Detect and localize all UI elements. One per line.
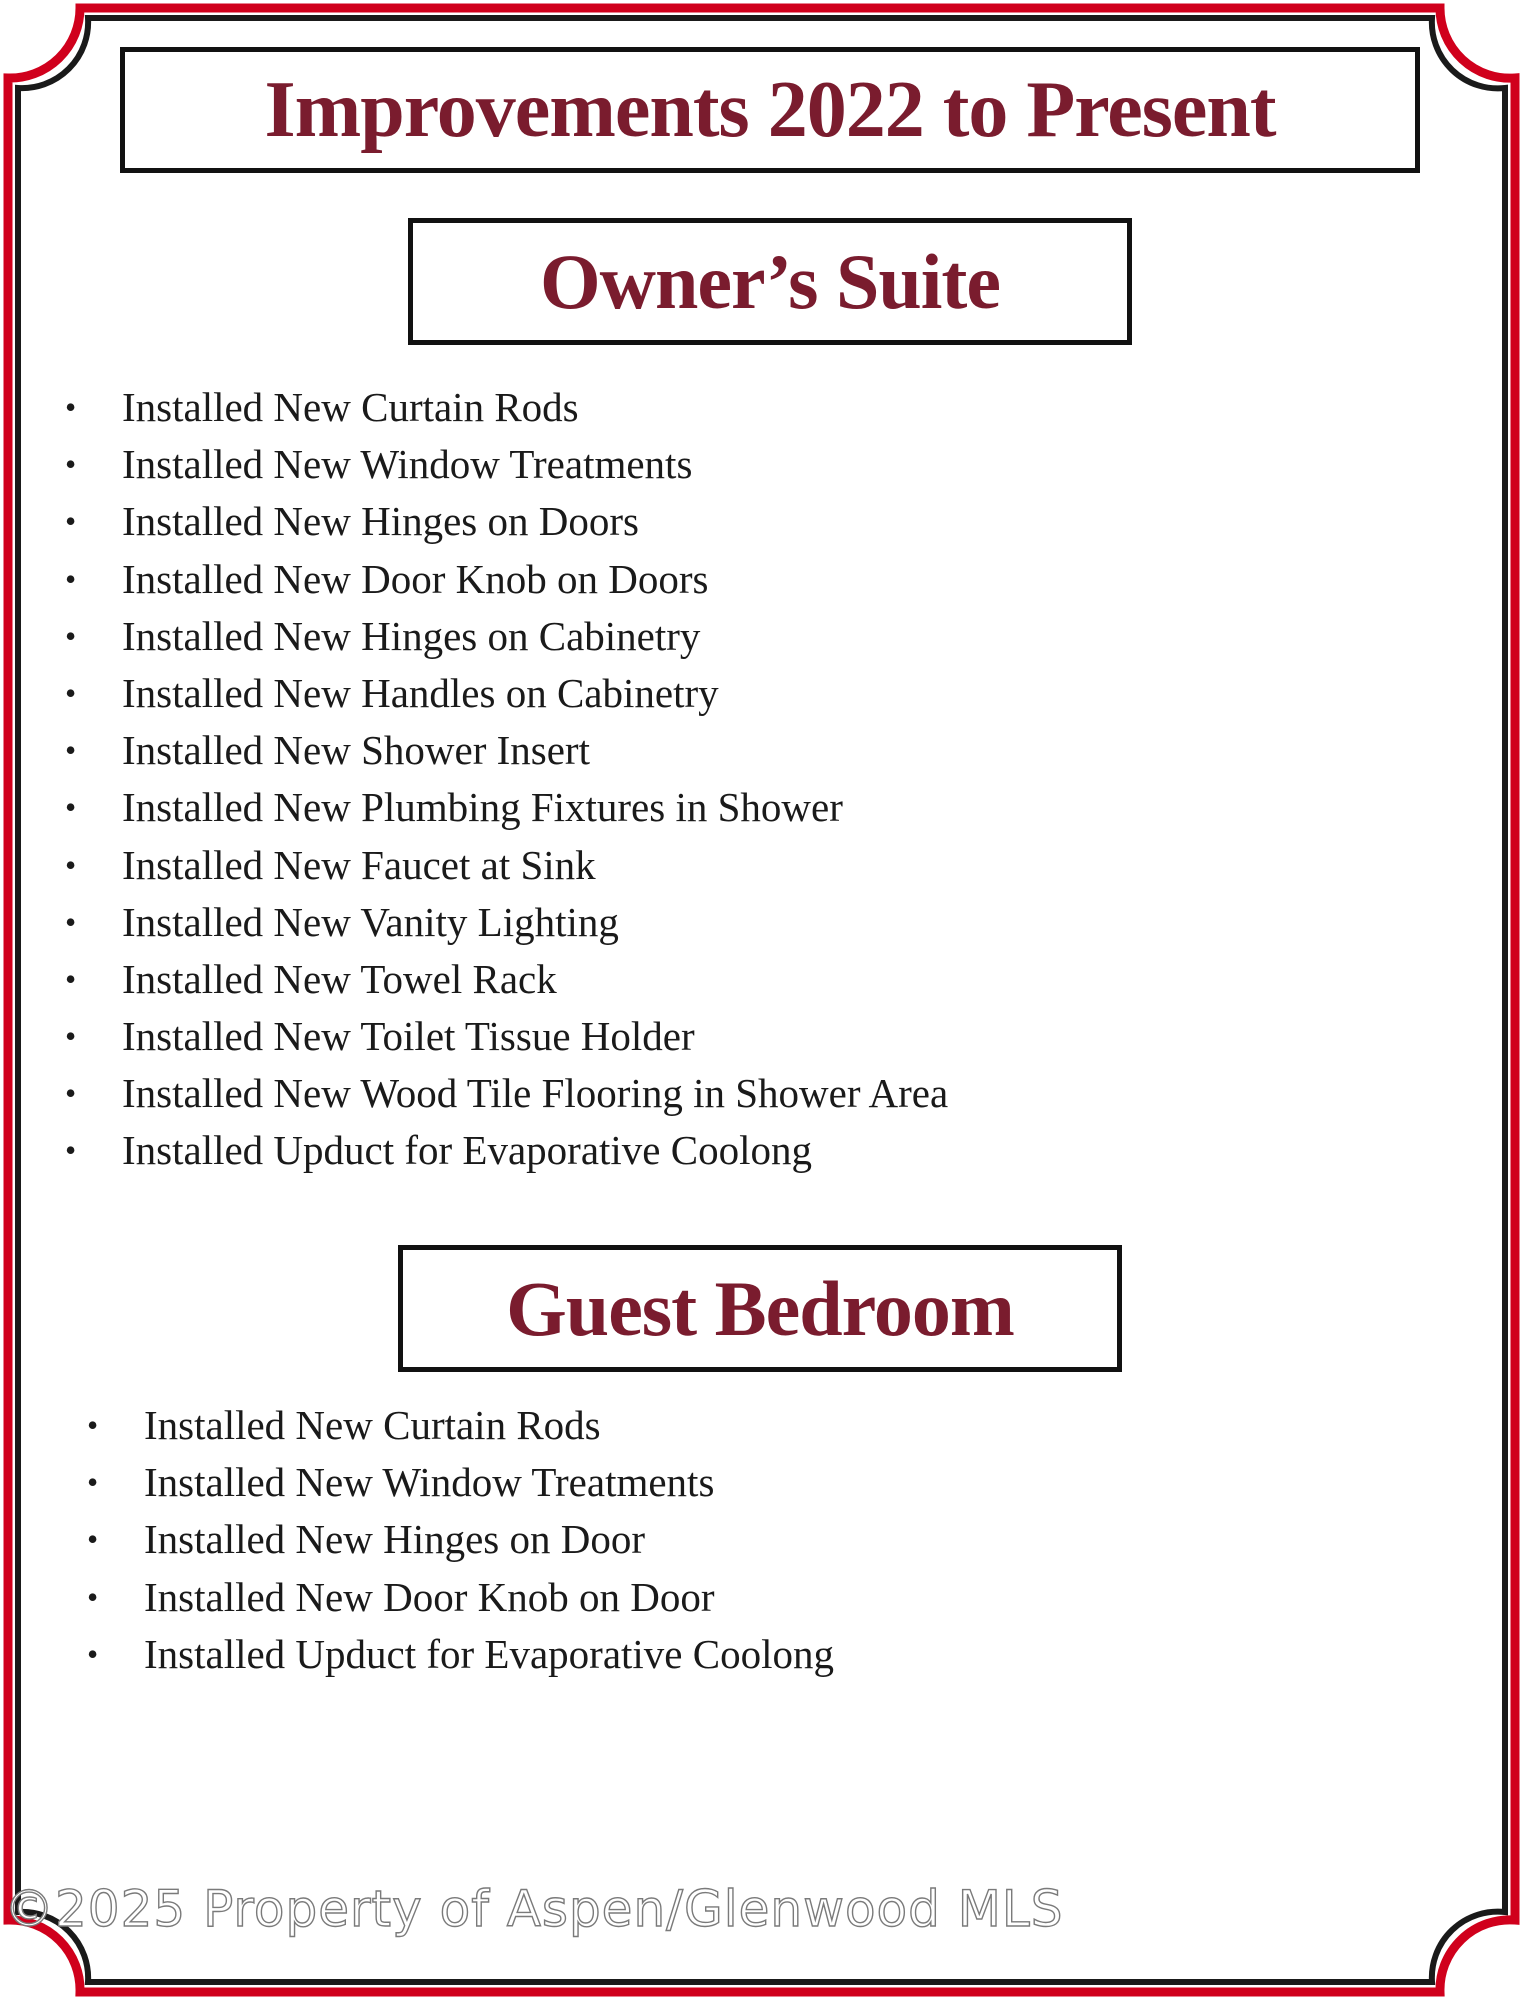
watermark-text: ©2025 Property of Aspen/Glenwood MLS — [4, 1880, 1064, 1938]
list-item — [65, 1065, 949, 1122]
list-item-text: Installed New Door Knob on Doors — [122, 555, 709, 602]
list-item-text: Installed New Vanity Lighting — [122, 898, 619, 945]
list-item — [65, 837, 948, 894]
bullet-icon: • — [87, 1407, 99, 1443]
bullet-icon: • — [87, 1521, 99, 1558]
list-item-text: Installed New Window Treatments — [122, 441, 693, 488]
list-item-text: Installed New Hinges on Doors — [122, 498, 639, 545]
list-item — [65, 894, 948, 951]
list-item-text: Installed New Curtain Rods — [122, 384, 579, 430]
bullet-icon: • — [65, 903, 77, 940]
section-heading-box-owners-suite — [408, 218, 1132, 345]
bullet-icon: • — [65, 789, 77, 826]
list-item — [87, 1454, 834, 1511]
section-heading-guest-bedroom: Guest Bedroom — [506, 1264, 1014, 1352]
list-item-text: Installed New Window Treatments — [144, 1459, 715, 1506]
bullet-icon: • — [65, 960, 77, 997]
bullet-icon: • — [65, 560, 77, 597]
list-item — [65, 551, 948, 608]
list-item-text: Installed New Hinges on Cabinetry — [122, 612, 701, 659]
guest-bedroom-list — [87, 1397, 834, 1683]
bullet-icon: • — [65, 1018, 77, 1055]
list-item-text: Installed New Faucet at Sink — [122, 841, 596, 888]
list-item — [65, 1122, 948, 1179]
page-title-box — [120, 47, 1420, 173]
list-item — [65, 436, 948, 493]
list-item — [65, 493, 948, 550]
list-item-text: Installed New Handles on Cabinetry — [122, 669, 719, 716]
list-item — [65, 608, 948, 665]
list-item — [87, 1569, 834, 1626]
bullet-icon: • — [87, 1464, 99, 1501]
bullet-icon: • — [65, 503, 77, 540]
bullet-icon: • — [65, 674, 77, 711]
list-item — [87, 1511, 834, 1568]
bullet-icon: • — [65, 1132, 77, 1169]
list-item — [65, 665, 948, 722]
section-heading-box-guest-bedroom — [398, 1245, 1122, 1372]
page-title: Improvements 2022 to Present — [264, 65, 1276, 154]
list-item — [87, 1626, 834, 1683]
list-item-text: Installed New Door Knob on Door — [144, 1573, 715, 1620]
list-item-text: Installed Upduct for Evaporative Coolong — [122, 1127, 812, 1174]
bullet-icon: • — [65, 446, 77, 483]
list-item-text: Installed New Toilet Tissue Holder — [122, 1013, 695, 1060]
list-item-text: Installed New Towel Rack — [122, 955, 557, 1002]
list-item — [65, 951, 948, 1008]
list-item-text: Installed New Hinges on Door — [144, 1516, 646, 1563]
list-item-text: Installed New Curtain Rods — [144, 1402, 601, 1448]
bullet-icon: • — [65, 1075, 77, 1112]
bullet-icon: • — [87, 1635, 99, 1672]
bullet-icon: • — [65, 846, 77, 883]
bullet-icon: • — [65, 389, 77, 425]
section-heading-owners-suite: Owner’s Suite — [540, 237, 1000, 325]
list-item — [65, 379, 948, 436]
bullet-icon: • — [65, 617, 77, 654]
list-item-text: Installed New Plumbing Fixtures in Shower — [122, 784, 843, 831]
list-item-text: Installed New Shower Insert — [122, 727, 590, 774]
list-item-text: Installed New Wood Tile Flooring in Shower Area — [122, 1070, 949, 1117]
list-item — [87, 1397, 834, 1454]
list-item-text: Installed Upduct for Evaporative Coolong — [144, 1630, 834, 1677]
owners-suite-list — [65, 379, 949, 1180]
bullet-icon: • — [87, 1578, 99, 1615]
list-item — [65, 779, 948, 836]
list-item — [65, 722, 948, 779]
list-item — [65, 1008, 948, 1065]
bullet-icon: • — [65, 732, 77, 769]
